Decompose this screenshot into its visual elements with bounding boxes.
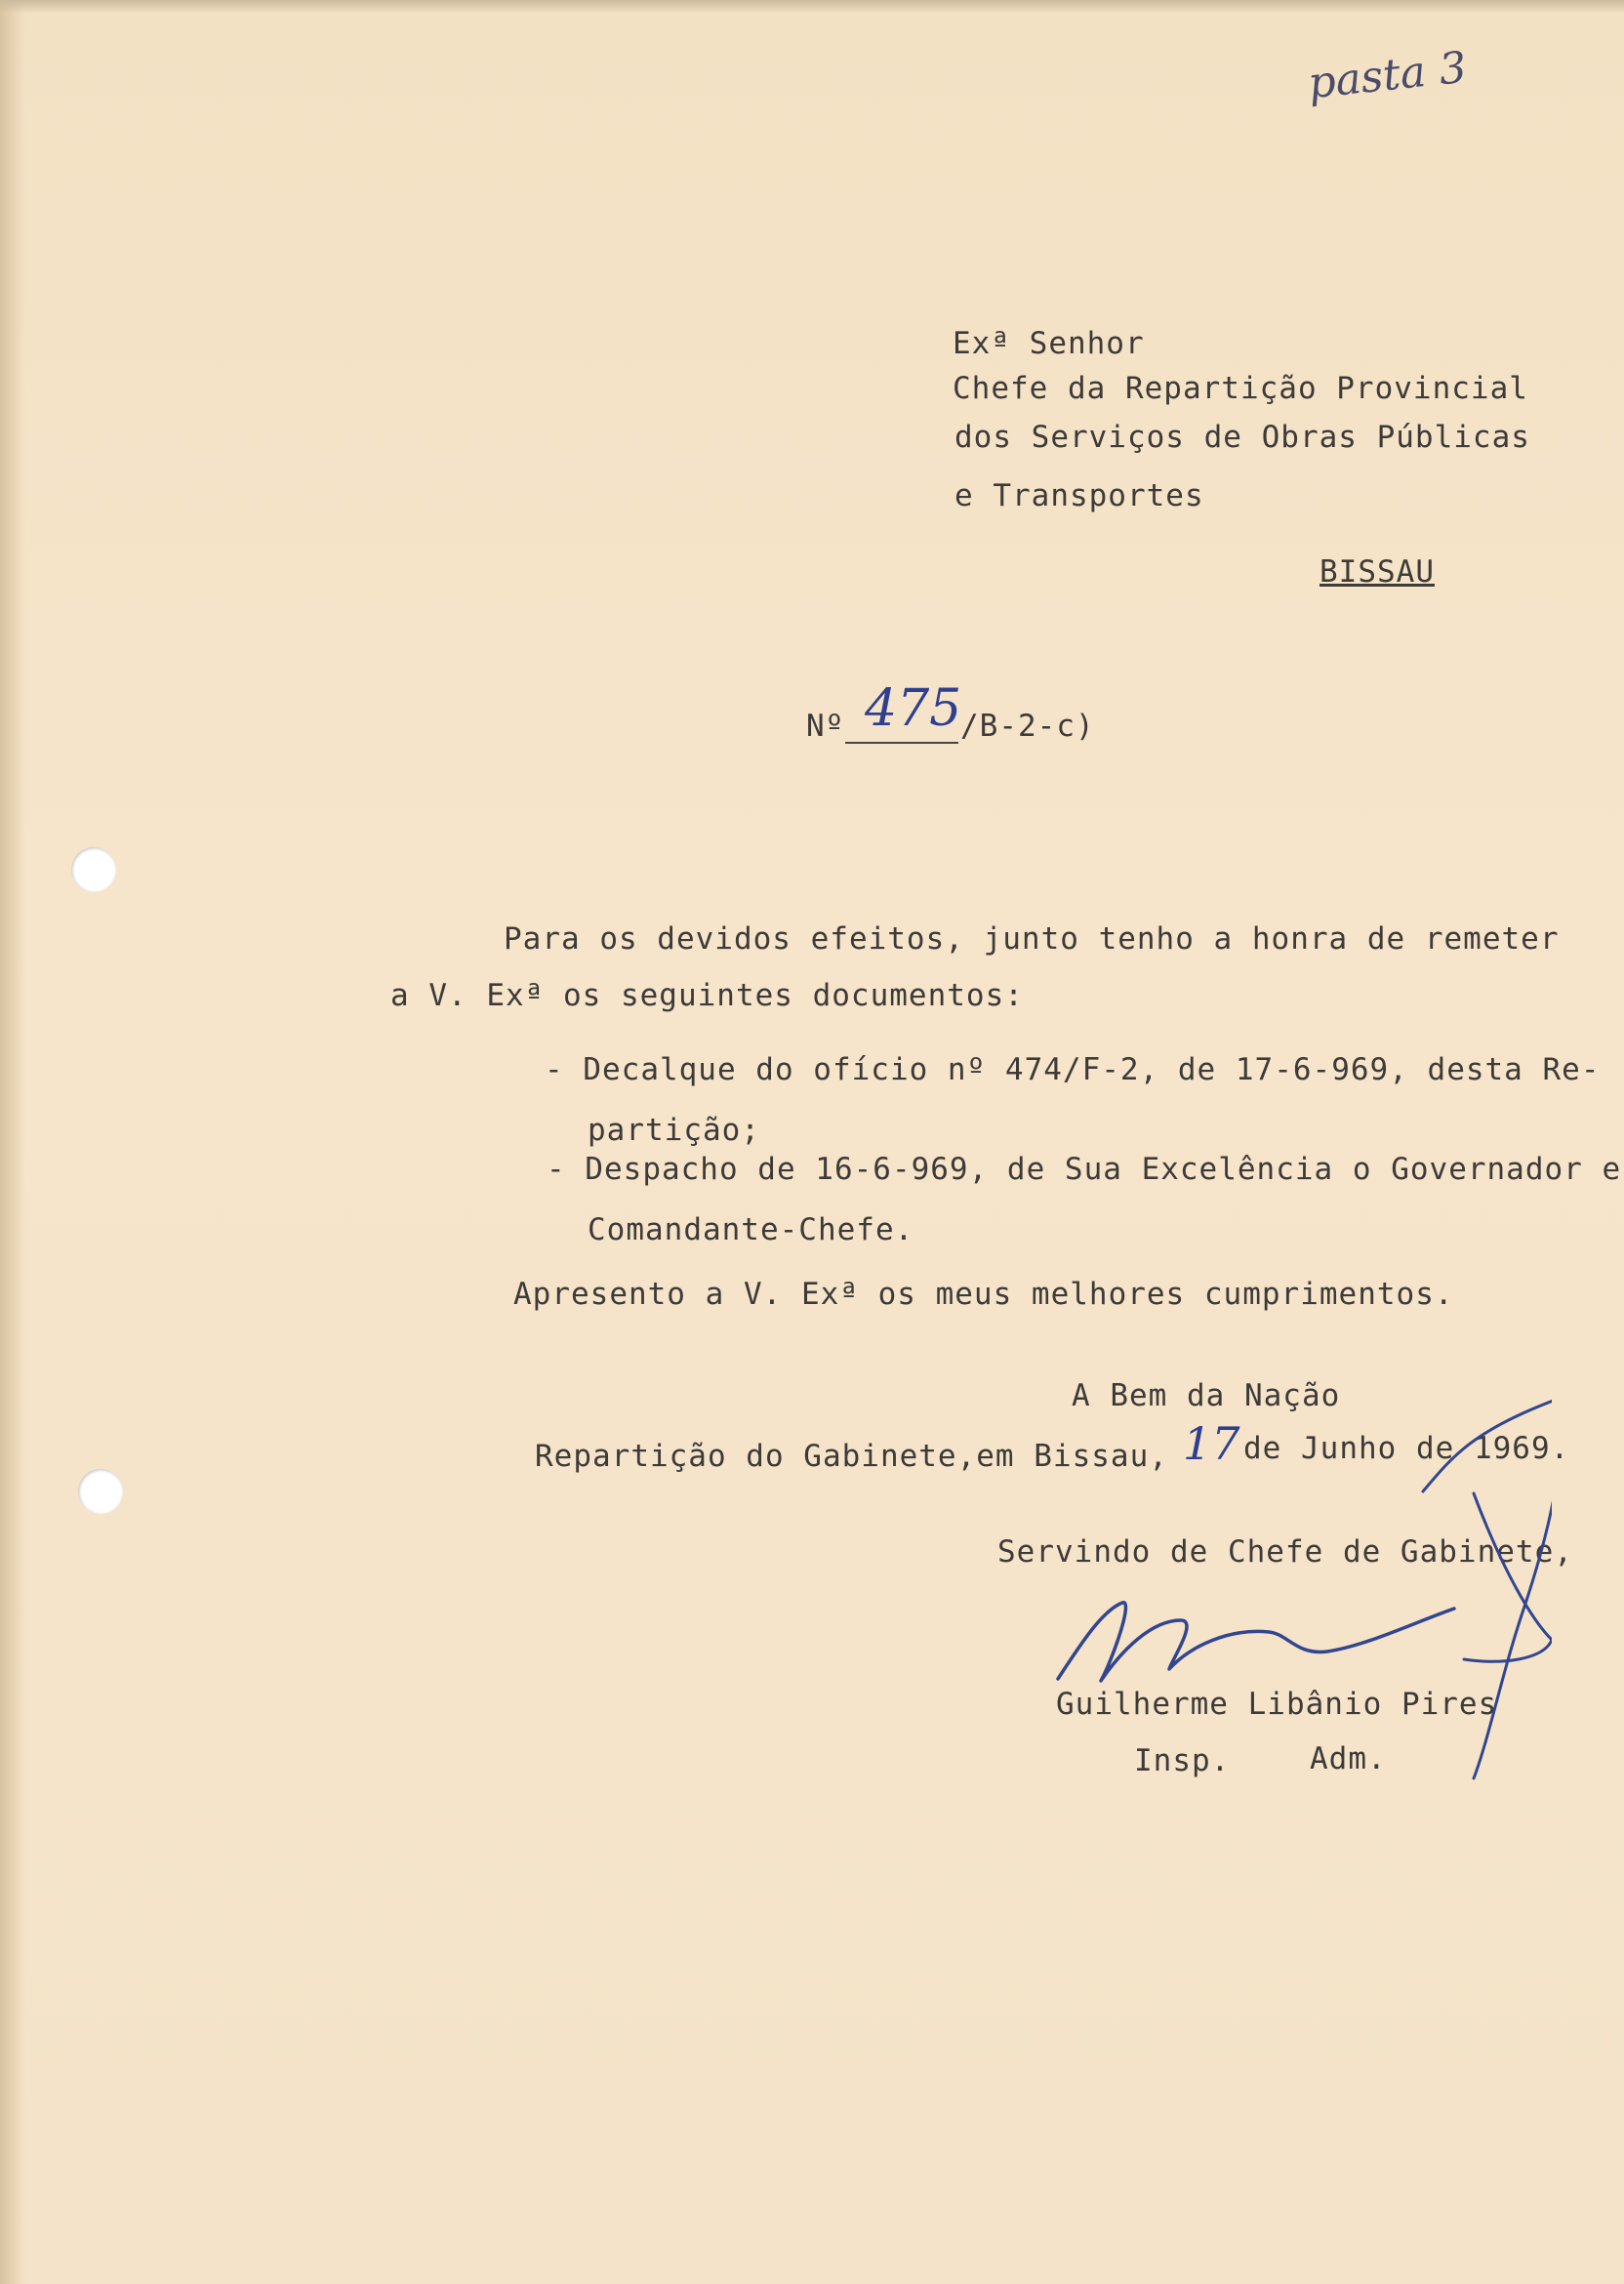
- addressee-line-4: e Transportes: [954, 478, 1204, 513]
- addressee-city: BISSAU: [1320, 554, 1435, 590]
- addressee-line-2: Chefe da Repartição Provincial: [953, 371, 1528, 406]
- paper-top-edge: [0, 0, 1624, 14]
- reference-suffix: /B-2-c): [960, 709, 1095, 744]
- list-item-1-line-1: - Decalque do ofício nº 474/F-2, de 17-6-969, desta Re-: [545, 1052, 1601, 1087]
- body-paragraph-line-2: a V. Exª os seguintes documentos:: [390, 978, 1024, 1013]
- date-suffix: de Junho de 1969.: [1243, 1431, 1570, 1466]
- list-item-1-line-2: partição;: [588, 1113, 760, 1148]
- punch-hole-lower: [78, 1469, 123, 1514]
- motto: A Bem da Nação: [1072, 1378, 1341, 1413]
- punch-hole-upper: [71, 847, 116, 892]
- corner-note: pasta 3: [1305, 42, 1470, 109]
- paper-left-edge: [0, 0, 25, 2284]
- body-paragraph-line-1: Para os devidos efeitos, junto tenho a honra de remeter: [504, 921, 1560, 957]
- date-prefix: Repartição do Gabinete,em Bissau,: [535, 1439, 1168, 1474]
- signer-name: Guilherme Libânio Pires: [1056, 1687, 1498, 1722]
- signer-title-left: Insp.: [1134, 1743, 1231, 1778]
- reference-number: 475: [865, 679, 962, 738]
- addressee-line-3: dos Serviços de Obras Públicas: [954, 420, 1530, 455]
- list-item-2-line-2: Comandante-Chefe.: [588, 1212, 914, 1247]
- closing-line: Apresento a V. Exª os meus melhores cumprimentos.: [513, 1277, 1454, 1312]
- list-item-2-line-1: - Despacho de 16-6-969, de Sua Excelência o Governador e: [547, 1152, 1622, 1187]
- signer-title-right: Adm.: [1310, 1741, 1387, 1776]
- handwritten-signature: [1044, 1376, 1552, 1786]
- reference-prefix: Nº: [806, 709, 845, 744]
- date-day: 17: [1183, 1417, 1240, 1470]
- signer-role: Servindo de Chefe de Gabinete,: [997, 1534, 1573, 1570]
- reference-number-line: [845, 742, 958, 744]
- addressee-salutation: Exª Senhor: [953, 326, 1145, 361]
